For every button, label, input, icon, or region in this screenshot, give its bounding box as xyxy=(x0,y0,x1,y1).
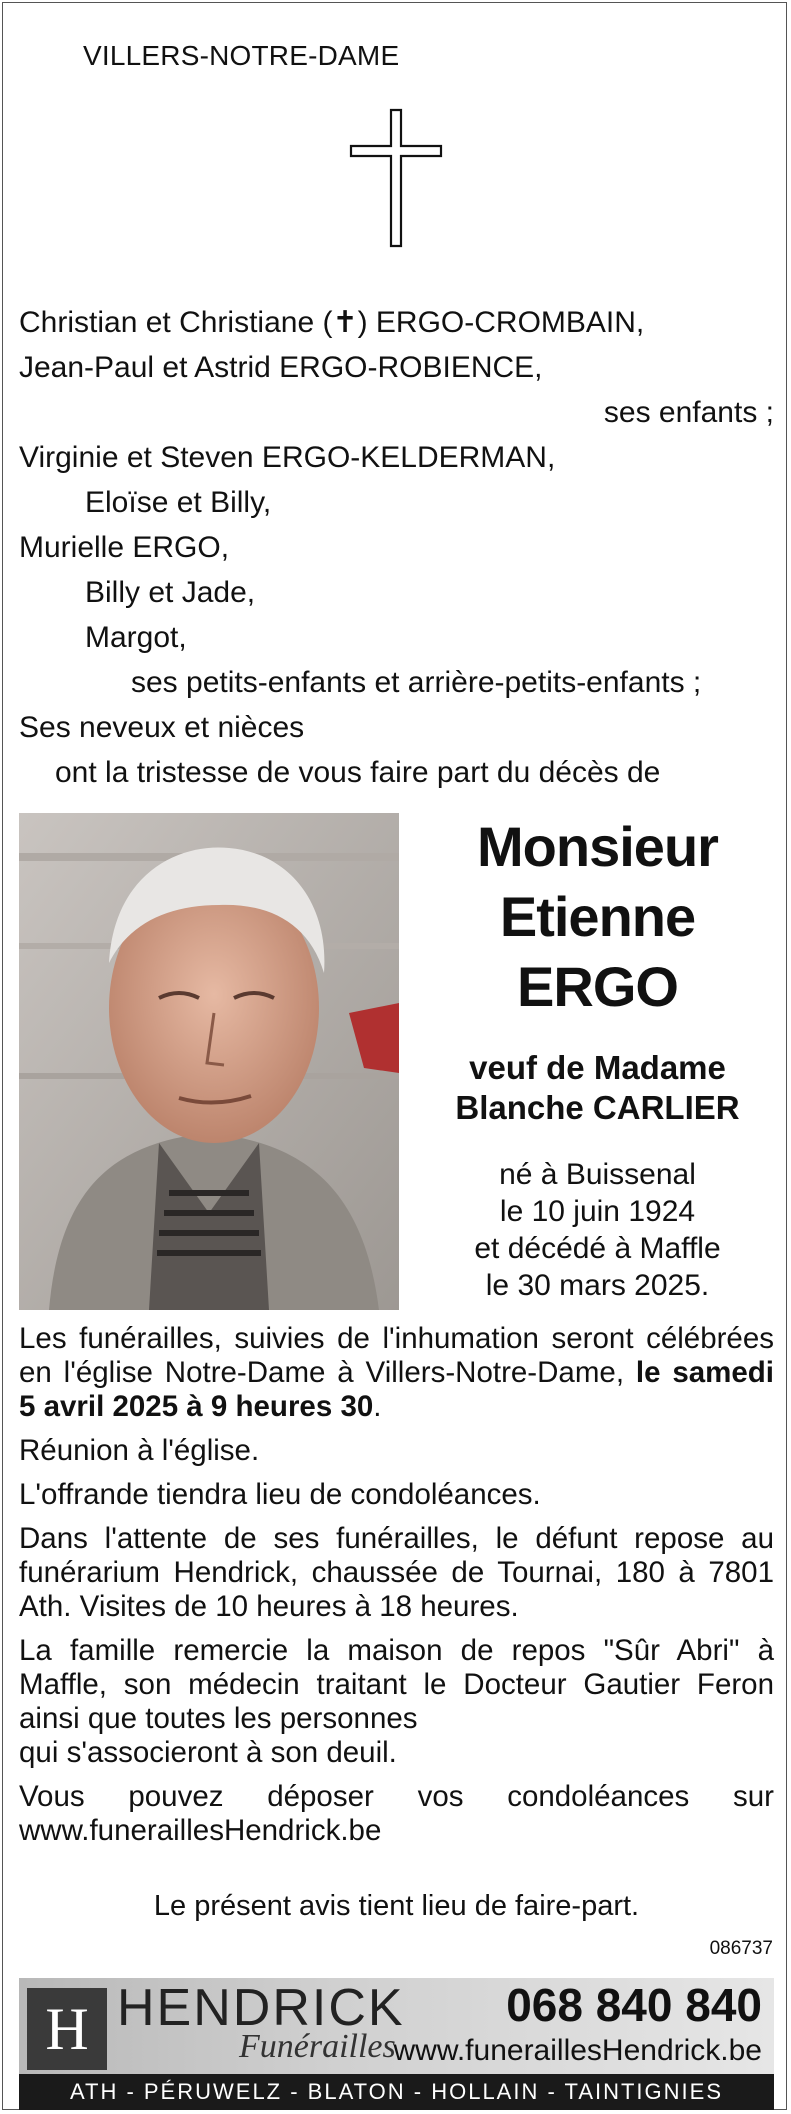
hendrick-logo: H xyxy=(27,1988,107,2070)
family-role-line: ses enfants ; xyxy=(603,396,774,429)
condolences-paragraph: Vous pouvez déposer vos condoléances sur xyxy=(19,1780,774,1813)
funeral-paragraph xyxy=(19,1322,774,1424)
location-heading: VILLERS-NOTRE-DAME xyxy=(83,40,400,71)
funeral-text-end: . xyxy=(373,1390,382,1423)
deceased-title: Monsieur xyxy=(477,815,718,878)
funeral-text: Les funérailles, suivies de l'inhumation seront célébrées en l'église Notre-Dame à Villers-Notre-Dame, xyxy=(19,1322,774,1389)
website-link[interactable]: www.funeraillesHendrick.be xyxy=(393,2034,762,2067)
birth-death-info xyxy=(420,1156,775,1304)
family-line: Virginie et Steven ERGO-KELDERMAN, xyxy=(19,441,556,474)
deceased-first-name: Etienne xyxy=(499,885,696,948)
thanks-paragraph-end: qui s'associeront à son deuil. xyxy=(19,1736,397,1769)
funeral-date: le samedi 5 avril 2025 à 9 heures 30 xyxy=(19,1356,774,1423)
birth-date: le 10 juin 1924 xyxy=(499,1195,696,1228)
reunion-paragraph: Réunion à l'église. xyxy=(19,1434,260,1467)
deceased-last-name: ERGO xyxy=(517,955,678,1018)
family-role-line: ses petits-enfants et arrière-petits-enfants ; xyxy=(131,666,702,699)
family-line: Murielle ERGO, xyxy=(19,531,230,564)
banner-top xyxy=(19,1978,774,2074)
family-line: Jean-Paul et Astrid ERGO-ROBIENCE, xyxy=(19,351,543,384)
phone-number[interactable]: 068 840 840 xyxy=(506,1979,762,2031)
brand-subtitle: Funérailles xyxy=(239,2028,396,2065)
locations-bar: ATH - PÉRUWELZ - BLATON - HOLLAIN - TAINTIGNIES xyxy=(19,2074,774,2110)
death-place: et décédé à Maffle xyxy=(474,1232,721,1265)
birth-place: né à Buissenal xyxy=(499,1158,696,1191)
thanks-paragraph: La famille remercie la maison de repos "Sûr Abri" à Maffle, son médecin traitant le Docteur Gautier Feron ainsi que toutes les personnes xyxy=(19,1634,774,1735)
condolences-link[interactable]: www.funeraillesHendrick.be xyxy=(19,1814,382,1847)
portrait-photo xyxy=(19,813,399,1310)
death-date: le 30 mars 2025. xyxy=(485,1269,710,1302)
widow-line: veuf de Madame xyxy=(469,1049,726,1086)
family-line: Billy et Jade, xyxy=(85,576,256,609)
funeral-home-banner xyxy=(19,1978,774,2113)
funeral-details xyxy=(19,1322,774,1858)
family-line: Christian et Christiane (✝) ERGO-CROMBAIN, xyxy=(19,306,645,339)
cross-icon xyxy=(346,108,446,248)
visitation-paragraph: Dans l'attente de ses funérailles, le défunt repose au funérarium Hendrick, chaussée de Tournai, 180 à 7801 Ath. Visites de 10 heures à 18 heures. xyxy=(19,1522,774,1623)
brand-name: HENDRICK xyxy=(117,1979,405,2037)
widow-info xyxy=(420,1048,775,1128)
notice-text: Le présent avis tient lieu de faire-part. xyxy=(153,1890,640,1922)
family-line: Eloïse et Billy, xyxy=(85,486,272,519)
family-line: Margot, xyxy=(85,621,187,654)
offrande-paragraph: L'offrande tiendra lieu de condoléances. xyxy=(19,1478,541,1511)
widow-line: Blanche CARLIER xyxy=(455,1089,740,1126)
family-list xyxy=(19,300,774,795)
deceased-block xyxy=(420,812,775,1304)
reference-number: 086737 xyxy=(709,1938,773,1959)
announcement-line: ont la tristesse de vous faire part du décès de xyxy=(55,756,661,789)
family-line: Ses neveux et nièces xyxy=(19,711,305,744)
